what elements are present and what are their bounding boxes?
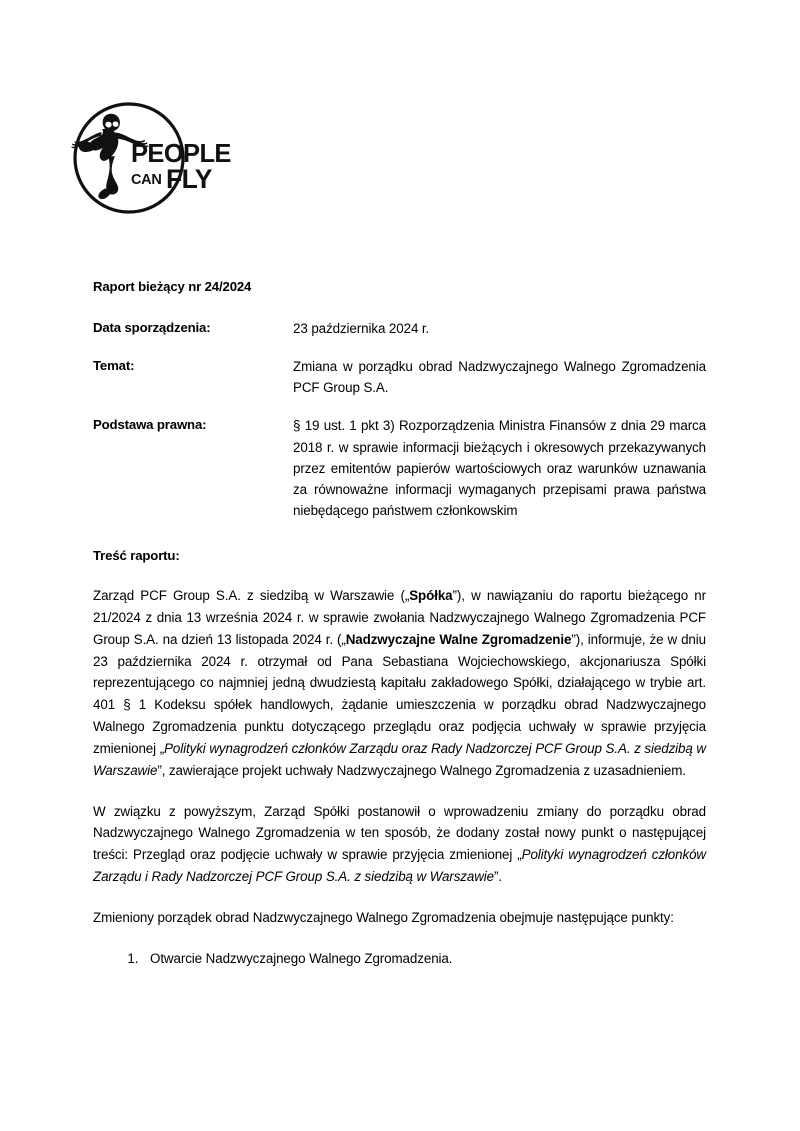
- text-run-italic: Polityki wynagrodzeń członków Zarządu oraz Rady Nadzorczej PCF Group S.A. z siedzibą w Warszawie: [93, 740, 706, 778]
- metadata-value: 23 października 2024 r.: [293, 320, 430, 336]
- logo-icon: [58, 98, 231, 218]
- logo-text-can: CAN: [131, 172, 162, 188]
- paragraph-1: [93, 585, 706, 782]
- report-content-heading: Treść raportu:: [93, 548, 180, 564]
- page-title: Raport bieżący nr 24/2024: [93, 279, 252, 294]
- agenda-list: [93, 948, 706, 970]
- metadata-row: [93, 415, 706, 521]
- metadata-value: Zmiana w porządku obrad Nadzwyczajnego Walnego Zgromadzenia PCF Group S.A.: [293, 358, 706, 396]
- text-run-normal: W związku z powyższym, Zarząd Spółki postanowił o wprowadzeniu zmiany do porządku obrad Nadzwyczajnego Walnego Zgromadzenia w ten sposób, że dodany został nowy punkt o następującej treści: Przegląd oraz podjęcie uchwały w sprawie przyjęcia zmienionej „: [93, 803, 706, 863]
- metadata-row: [93, 356, 706, 398]
- document-content: [93, 278, 706, 974]
- logo-text-fly: FLY: [166, 164, 212, 194]
- text-run-bold: Nadzwyczajne Walne Zgromadzenie: [345, 631, 572, 647]
- metadata-label: Temat:: [93, 357, 135, 373]
- metadata-row: [93, 318, 706, 339]
- metadata-label: Data sporządzenia:: [93, 319, 211, 335]
- metadata-block: [93, 318, 706, 521]
- metadata-label: Podstawa prawna:: [93, 417, 207, 433]
- text-run-normal: ”), w nawiązaniu do raportu bieżącego nr 21/2024 z dnia 13 września 2024 r. w sprawie zwołania Nadzwyczajnego Walnego Zgromadzenia PCF Group S.A. na dzień 13 listopada 2024 r. („: [93, 588, 706, 647]
- report-body: [93, 585, 706, 929]
- logo-text-people: PEOPLE: [131, 140, 231, 168]
- text-run-bold: Spółka: [409, 588, 453, 603]
- people-can-fly-logo: [58, 98, 231, 218]
- text-run-italic: Polityki wynagrodzeń członków Zarządu i Rady Nadzorczej PCF Group S.A. z siedzibą w Warszawie: [93, 847, 707, 885]
- text-run-normal: ”), informuje, że w dniu 23 października 2024 r. otrzymał od Pana Sebastiana Wojciechowskiego, akcjonariusza Spółki reprezentującego co najmniej jedną dwudziestą kapitału zakładowego Spółki, działającego w trybie art. 401 § 1 Kodeksu spółek handlowych, żądanie umieszczenia w porządku obrad Nadzwyczajnego Walnego Zgromadzenia punktu dotyczącego przeglądu oraz podjęcia uchwały w sprawie przyjęcia zmienionej „: [93, 631, 706, 756]
- text-run-normal: Zmieniony porządek obrad Nadzwyczajnego Walnego Zgromadzenia obejmuje następujące punkty:: [93, 909, 674, 925]
- paragraph-3: [93, 907, 706, 929]
- paragraph-2: [93, 801, 706, 888]
- text-run-normal: ”, zawierające projekt uchwały Nadzwyczajnego Walnego Zgromadzenia z uzasadnieniem.: [157, 762, 686, 778]
- text-run-normal: Zarząd PCF Group S.A. z siedzibą w Warszawie („: [93, 588, 410, 603]
- text-run-normal: ”.: [494, 869, 503, 885]
- agenda-item: 1. Otwarcie Nadzwyczajnego Walnego Zgromadzenia.: [142, 948, 706, 970]
- metadata-value: § 19 ust. 1 pkt 3) Rozporządzenia Ministra Finansów z dnia 29 marca 2018 r. w sprawie informacji bieżących i okresowych przekazywanych przez emitentów papierów wartościowych oraz warunków uznawania za równoważne informacji wymaganych przepisami prawa państwa niebędącego państwem członkowskim: [293, 418, 706, 519]
